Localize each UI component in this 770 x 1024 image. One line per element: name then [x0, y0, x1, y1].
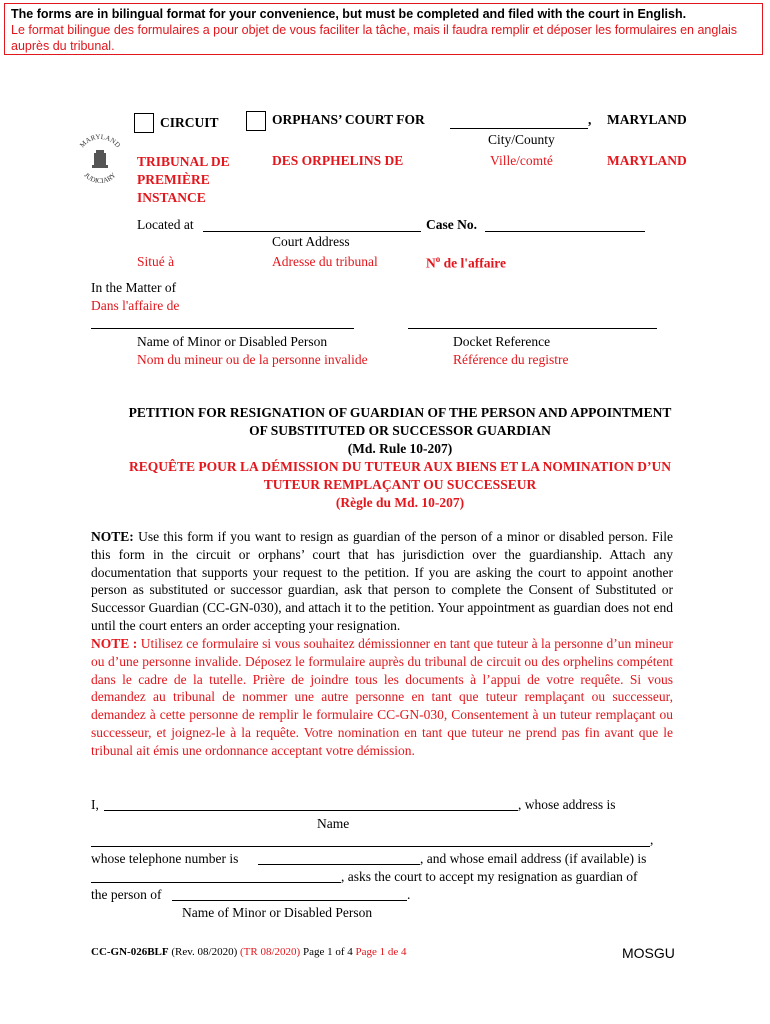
person-of-label: the person of: [91, 887, 162, 902]
comma: ,: [588, 112, 592, 127]
title-fr-line-1: REQUÊTE POUR LA DÉMISSION DU TUTEUR AUX BIENS ET LA NOMINATION D’UN: [129, 459, 671, 474]
telephone-label: whose telephone number is: [91, 851, 239, 866]
telephone-field[interactable]: [258, 864, 420, 865]
docket-label-fr: Référence du registre: [453, 352, 569, 367]
title-line-1: PETITION FOR RESIGNATION OF GUARDIAN OF THE PERSON AND APPOINTMENT: [128, 405, 672, 420]
email-label: , and whose email address (if available) is: [420, 851, 647, 866]
svg-text:MARYLAND: MARYLAND: [78, 132, 122, 150]
docket-label: Docket Reference: [453, 334, 551, 349]
email-field[interactable]: [91, 882, 341, 883]
petitioner-address-field[interactable]: [91, 846, 650, 847]
adresse-label-fr: Adresse du tribunal: [272, 254, 378, 269]
numero-affaire-label-fr: $N^o$ de l'affaire: [426, 254, 506, 271]
footer-form-info: CC-GN-026BLF (Rev. 08/2020) (TR 08/2020) Page 1 of 4 Page 1 de 4: [91, 946, 407, 958]
bilingual-notice-banner: [4, 3, 763, 55]
city-county-label: City/County: [488, 132, 555, 147]
name-label: Name: [317, 816, 350, 831]
in-matter-label: In the Matter of: [91, 280, 177, 295]
dans-affaire-label-fr: Dans l'affaire de: [91, 298, 180, 313]
whose-address-label: , whose address is: [518, 797, 616, 812]
located-at-label: Located at: [137, 217, 194, 232]
docket-reference-field[interactable]: [408, 328, 657, 329]
statement-i: I,: [91, 797, 99, 812]
maryland-label: MARYLAND: [607, 112, 687, 127]
court-address-label: Court Address: [272, 234, 350, 249]
form-title: [90, 404, 710, 512]
footer-code: MOSGU: [622, 945, 675, 961]
case-no-label: Case No.: [426, 217, 477, 232]
title-fr-line-2: TUTEUR REMPLAÇANT OU SUCCESSEUR: [263, 477, 537, 492]
court-address-field[interactable]: [203, 231, 421, 232]
circuit-label: CIRCUIT: [160, 115, 219, 130]
period: .: [407, 887, 411, 902]
ville-label-fr: Ville/comté: [490, 153, 553, 168]
petitioner-name-field[interactable]: [104, 810, 518, 811]
minor-name-label: Name of Minor or Disabled Person: [137, 334, 328, 349]
banner-english: The forms are in bilingual format for your convenience, but must be completed and filed with the court in English.: [11, 7, 687, 21]
banner-french: Le format bilingue des formulaires a pour objet de vous faciliter la tâche, mais il faudra remplir et déposer les formulaires en anglais auprès du tribunal.: [11, 23, 738, 53]
minor-name-sublabel: Name of Minor or Disabled Person: [182, 905, 373, 920]
situe-label-fr: Situé à: [137, 254, 175, 269]
orphans-court-label: ORPHANS’ COURT FOR: [272, 112, 425, 127]
title-fr-rule: (Règle du Md. 10-207): [335, 495, 465, 510]
city-county-field[interactable]: [450, 128, 588, 129]
case-number-field[interactable]: [485, 231, 645, 232]
address-comma: ,: [650, 832, 654, 847]
svg-text:JUDICIARY: JUDICIARY: [82, 171, 118, 186]
title-line-2: OF SUBSTITUTED OR SUCCESSOR GUARDIAN: [249, 423, 551, 438]
minor-person-field[interactable]: [172, 900, 407, 901]
note-english: NOTE: Use this form if you want to resign as guardian of the person of a minor or disabled person. File this form in the circuit or orphans’ court that has jurisdiction over the guardianship. Attach any documentation that supports your request to the petition. If you are asking the court to appoint another person as substituted or successor guardian, ask that person to complete the Consent of Substituted or Successor Guardian (CC-GN-030), and attach it to the petition. Your appointment as guardian does not end until the court enters an order accepting your resignation.: [91, 529, 673, 633]
maryland-judiciary-seal-icon: [71, 130, 129, 188]
title-rule: (Md. Rule 10-207): [347, 441, 453, 456]
orphans-court-checkbox[interactable]: [246, 111, 266, 131]
tribunal-label-fr: TRIBUNAL DE PREMIÈRE INSTANCE: [137, 154, 230, 205]
orphelins-label-fr: DES ORPHELINS DE: [272, 153, 404, 168]
circuit-checkbox[interactable]: [134, 113, 154, 133]
asks-court-label: , asks the court to accept my resignation as guardian of: [341, 869, 638, 884]
minor-name-field[interactable]: [91, 328, 354, 329]
minor-name-label-fr: Nom du mineur ou de la personne invalide: [137, 352, 368, 367]
maryland-label-fr: MARYLAND: [607, 153, 687, 168]
note-french: NOTE : Utilisez ce formulaire si vous souhaitez démissionner en tant que tuteur à la personne d’un mineur ou d’une personne invalide. Déposez le formulaire auprès du tribunal de circuit ou des orphelins compétent dans le cadre de la tutelle. Prière de joindre tous les documents à l’appui de votre requête. Si vous demandez au tribunal de nommer une autre personne en tant que tuteur remplaçant ou successeur, demandez à cette personne de remplir le formulaire CC-GN-030, Consentement à un tuteur remplaçant ou successeur, et joignez-le à la requête. Votre nomination en tant que tuteur ne prend pas fin avant que le tribunal ait émis une ordonnance acceptant votre démission.: [91, 636, 673, 758]
